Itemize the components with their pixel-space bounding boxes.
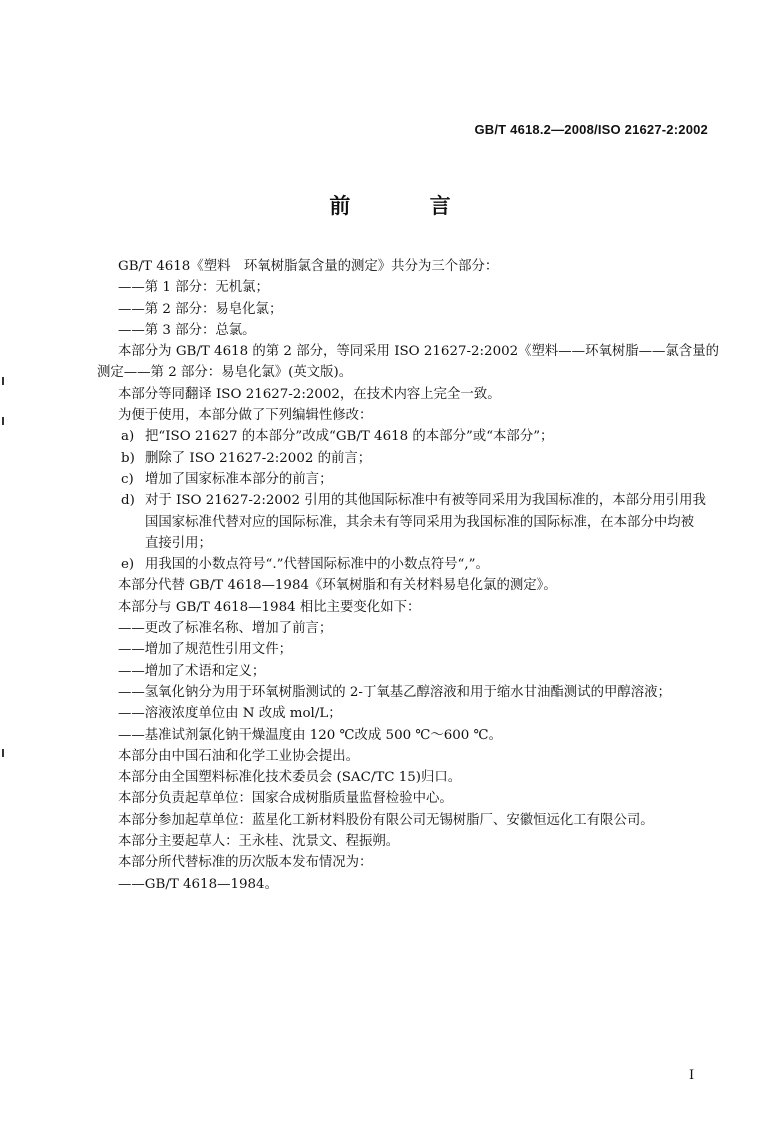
item-label: d): [121, 493, 135, 509]
edit-item: [118, 469, 708, 490]
page-number: I: [689, 1068, 695, 1083]
paragraph: 为便于使用，本部分做了下列编辑性修改：: [118, 408, 373, 424]
paragraph: 本部分代替 GB/T 4618—1984《环氧树脂和有关材料易皂化氯的测定》。: [118, 578, 557, 594]
paragraph: 本部分负责起草单位：国家合成树脂质量监督检验中心。: [118, 791, 453, 807]
item-text: 对于 ISO 21627-2:2002 引用的其他国际标准中有被等同采用为我国标准的，本部分用引用我: [145, 493, 706, 509]
edit-item: [118, 426, 708, 447]
paragraph-continuation: 测定——第 2 部分：易皂化氯》(英文版)。: [97, 365, 353, 381]
item-text: 增加了国家标准本部分的前言；: [145, 471, 333, 487]
paragraph: 本部分与 GB/T 4618—1984 相比主要变化如下：: [118, 599, 421, 615]
item-label: c): [121, 471, 134, 487]
paragraph: 本部分为 GB/T 4618 的第 2 部分，等同采用 ISO 21627-2:2002《塑料——环氧树脂——氯含量的: [118, 344, 719, 360]
paragraph: 本部分所代替标准的历次版本发布情况为：: [118, 855, 373, 871]
item-label: b): [121, 450, 135, 466]
item-label: a): [121, 429, 135, 445]
paragraph: 本部分主要起草人：王永桂、沈景文、程振朔。: [118, 834, 400, 850]
item-label: e): [121, 557, 135, 573]
item-text: 用我国的小数点符号“.”代替国际标准中的小数点符号“,”。: [145, 557, 489, 573]
edit-item: [118, 448, 708, 469]
scan-mark: [2, 377, 4, 385]
paragraph: GB/T 4618《塑料 环氧树脂氯含量的测定》共分为三个部分：: [118, 259, 499, 274]
edit-item: [118, 490, 708, 554]
list-item: ——基准试剂氯化钠干燥温度由 120 ℃改成 500 ℃～600 ℃。: [118, 727, 502, 743]
list-item: ——第 1 部分：无机氯；: [118, 280, 269, 296]
item-text: 把“ISO 21627 的本部分”改成“GB/T 4618 的本部分”或“本部分”；: [145, 429, 554, 445]
paragraph: 本部分由中国石油和化学工业协会提出。: [118, 748, 360, 764]
list-item: ——第 3 部分：总氯。: [118, 322, 256, 338]
list-item: ——第 2 部分：易皂化氯；: [118, 301, 283, 317]
list-item: ——GB/T 4618—1984。: [118, 876, 278, 892]
scan-mark: [2, 749, 4, 757]
list-item: ——氢氧化钠分为用于环氧树脂测试的 2-丁氧基乙醇溶液和用于缩水甘油酯测试的甲醇溶液；: [118, 684, 671, 700]
paragraph: 本部分参加起草单位：蓝星化工新材料股份有限公司无锡树脂厂、安徽恒远化工有限公司。: [118, 812, 654, 828]
list-item: ——增加了规范性引用文件；: [118, 642, 293, 658]
list-item: ——溶液浓度单位由 N 改成 mol/L；: [118, 706, 342, 722]
standard-code: GB/T 4618.2—2008/ISO 21627-2:2002: [474, 122, 708, 137]
page-title: 前 言: [329, 194, 487, 218]
preface-body: [97, 256, 719, 895]
edit-item: [118, 554, 708, 575]
item-text: 直接引用；: [145, 535, 212, 551]
paragraph: 本部分由全国塑料标准化技术委员会 (SAC/TC 15)归口。: [118, 770, 462, 786]
scan-mark: [2, 417, 4, 425]
item-text: 删除了 ISO 21627-2:2002 的前言；: [145, 450, 372, 466]
paragraph: 本部分等同翻译 ISO 21627-2:2002，在技术内容上完全一致。: [118, 386, 501, 402]
list-item: ——增加了术语和定义；: [118, 663, 266, 679]
item-text: 国国家标准代替对应的国际标准，其余未有等同采用为我国标准的国际标准，在本部分中均被: [145, 514, 695, 530]
list-item: ——更改了标准名称、增加了前言；: [118, 621, 333, 637]
